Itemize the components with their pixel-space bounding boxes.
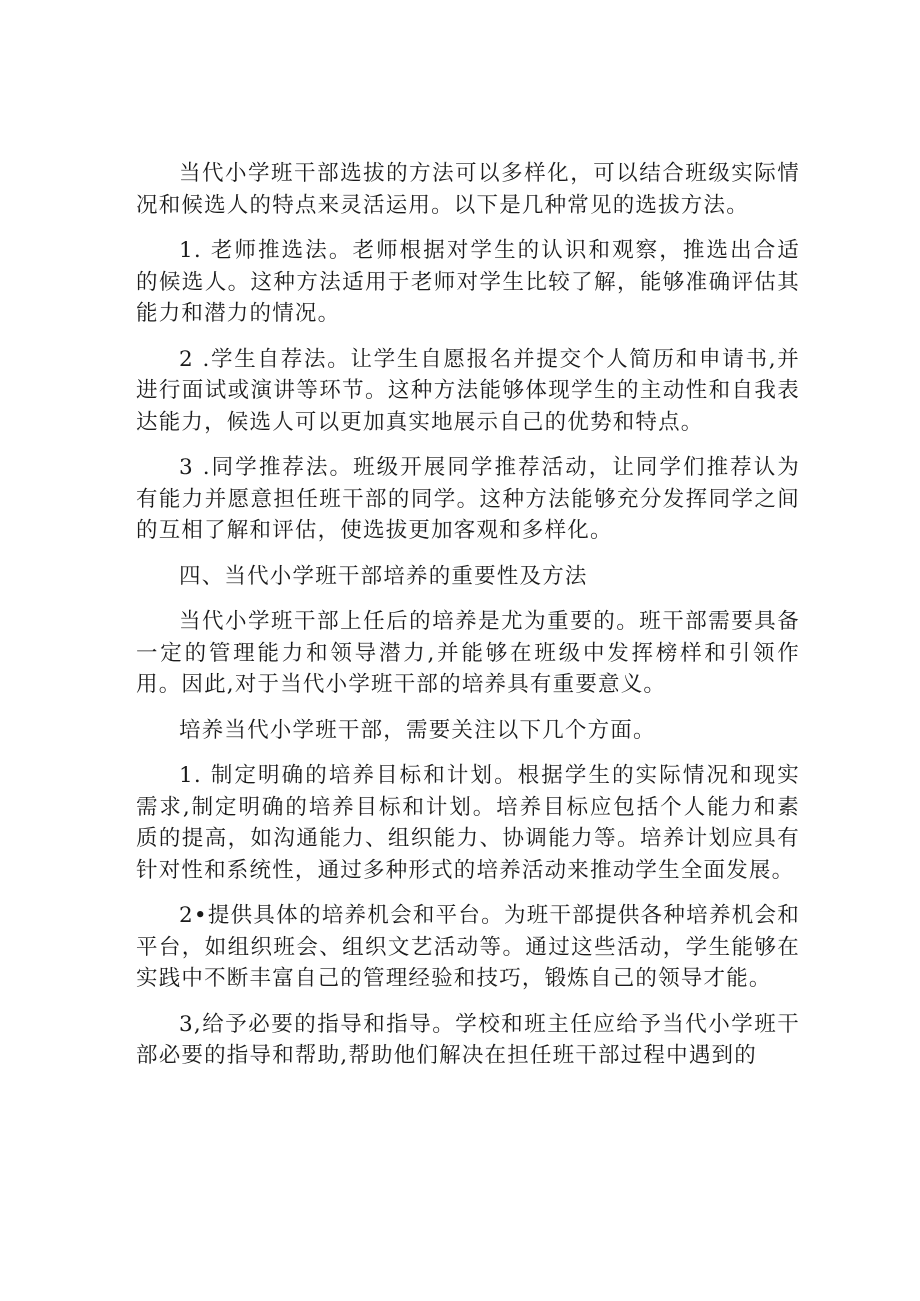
paragraph-training-aspects-intro: 培养当代小学班干部，需要关注以下几个方面。 [179, 717, 656, 743]
paragraph-training-goals: 1. 制定明确的培养目标和计划。根据学生的实际情况和现实需求,制定明确的培养目标和计划。培养目标应包括个人能力和素质的提高，如沟通能力、组织能力、协调能力等。培养计划应具有针对性和系统性，通过多种形式的培养活动来推动学生全面发展。 [136, 763, 800, 883]
paragraph-peer-recommendation: 3 .同学推荐法。班级开展同学推荐活动，让同学们推荐认为有能力并愿意担任班干部的同学。这种方法能够充分发挥同学之间的互相了解和评估，使选拔更加客观和多样化。 [136, 455, 800, 543]
paragraph-training-opportunities: 2•提供具体的培养机会和平台。为班干部提供各种培养机会和平台，如组织班会、组织文艺活动等。通过这些活动，学生能够在实践中不断丰富自己的管理经验和技巧，锻炼自己的领导才能。 [136, 903, 800, 991]
paragraph-teacher-recommendation: 1. 老师推选法。老师根据对学生的认识和观察，推选出合适的候选人。这种方法适用于老师对学生比较了解，能够准确评估其能力和潜力的情况。 [136, 238, 800, 326]
paragraph-training-importance: 当代小学班干部上任后的培养是尤为重要的。班干部需要具备一定的管理能力和领导潜力,并能够在班级中发挥榜样和引领作用。因此,对于当代小学班干部的培养具有重要意义。 [136, 609, 800, 697]
paragraph-guidance: 3,给予必要的指导和指导。学校和班主任应给予当代小学班干部必要的指导和帮助,帮助他们解决在担任班干部过程中遇到的 [136, 1011, 800, 1068]
paragraph-self-recommendation: 2 .学生自荐法。让学生自愿报名并提交个人简历和申请书,并进行面试或演讲等环节。这种方法能够体现学生的主动性和自我表达能力，候选人可以更加真实地展示自己的优势和特点。 [136, 346, 800, 435]
paragraph-selection-methods-intro: 当代小学班干部选拔的方法可以多样化，可以结合班级实际情况和候选人的特点来灵活运用。以下是几种常见的选拔方法。 [136, 161, 800, 218]
section-heading-training: 四、当代小学班干部培养的重要性及方法 [179, 563, 588, 589]
